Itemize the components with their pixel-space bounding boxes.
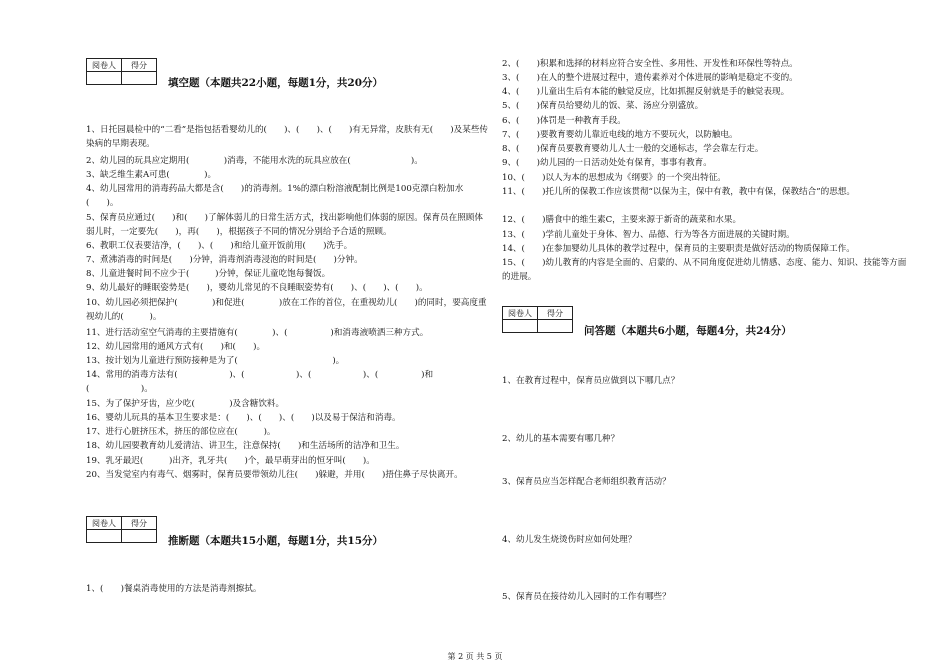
qa-item-1: 1、在教育过程中，保育员应做到以下哪几点？ [502, 376, 680, 386]
judge-item-2: 2、( )积累和选择的材料应符合安全性、多用性、开发性和环保性等特点。 [502, 59, 798, 69]
fill-item-4: 4、幼儿园常用的消毒药品大都是含( )的消毒剂。1%的漂白粉溶液配制比例是100克漂白粉加水( )。 [86, 184, 464, 208]
score-cell [122, 530, 157, 543]
fill-item-6: 6、教职工仪表要洁净，( )、( )和给儿童开饭前用( )洗手。 [86, 241, 353, 251]
judge-item-12: 12、( )膳食中的维生素C，主要来源于新奇的蔬菜和水果。 [502, 215, 742, 225]
fill-item-10: 10、幼儿园必须把保护( )和促进( )放在工作的首位，在重视幼儿( )的同时，要高度重视幼儿的( )。 [86, 298, 487, 322]
fill-section-title: 填空题（本题共22小题，每题1分，共20分） [168, 77, 384, 89]
grader-cell [87, 530, 122, 543]
fill-item-18: 18、幼儿园要教育幼儿爱清洁、讲卫生，注意保持( )和生活场所的洁净和卫生。 [86, 441, 405, 451]
qa-item-4: 4、幼儿发生烧烫伤时应如何处理？ [502, 535, 637, 545]
judge-section-title: 推断题（本题共15小题，每题1分，共15分） [168, 535, 384, 547]
fill-item-19: 19、乳牙最迟( )出齐，乳牙共( )个，最早萌芽出的恒牙叫( )。 [86, 456, 375, 466]
judge-item-1: 1、( )餐桌消毒使用的方法是消毒剂擦拭。 [86, 584, 262, 594]
judge-item-13: 13、( )学前儿童处于身体、智力、品德、行为等各方面进展的关键时期。 [502, 230, 795, 240]
judge-item-3: 3、( )在人的整个进展过程中，遗传素养对个体进展的影响是稳定不变的。 [502, 73, 798, 83]
qa-item-3: 3、保育员应当怎样配合老师组织教育活动？ [502, 477, 671, 487]
judge-item-8: 8、( )保育员要教育婴幼儿人士一般的交通标志，学会靠左行走。 [502, 144, 764, 154]
qa-item-2: 2、幼儿的基本需要有哪几种？ [502, 434, 620, 444]
fill-item-16: 16、婴幼儿玩具的基本卫生要求是：( )、( )、( )以及易于保洁和消毒。 [86, 413, 401, 423]
fill-item-20: 20、当发觉室内有毒气、烟雾时，保育员要带领幼儿往( )躲避，并用( )捂住鼻子尽快离开。 [86, 470, 463, 480]
grader-label: 阅卷人 [87, 517, 122, 530]
score-cell [122, 72, 157, 85]
page-footer: 第 2 页 共 5 页 [447, 652, 503, 661]
judge-item-6: 6、( )体罚是一种教育手段。 [502, 116, 626, 126]
fill-item-7: 7、煮沸消毒的时间是( )分钟，消毒剂消毒浸泡的时间是( )分钟。 [86, 255, 363, 265]
grader-box-judge [86, 516, 157, 543]
judge-item-9: 9、( )幼儿园的一日活动处处有保育，事事有教育。 [502, 158, 712, 168]
score-label: 得分 [122, 517, 157, 530]
judge-item-4: 4、( )儿童出生后有本能的触觉反应，比如抓握反射就是手的触觉表现。 [502, 87, 790, 97]
judge-item-14: 14、( )在参加婴幼儿具体的教学过程中，保育员的主要职责是做好活动的物质保障工作。 [502, 244, 855, 254]
fill-item-5: 5、保育员应通过( )和( )了解体弱儿的日常生活方式，找出影响他们体弱的原因。保育员在照顾体弱儿时，一定要先( )，再( )，根据孩子不同的情况分别给予合适的照顾。 [86, 213, 484, 237]
fill-item-15: 15、为了保护牙齿，应少吃( )及含糖饮料。 [86, 399, 285, 409]
grader-label: 阅卷人 [503, 307, 538, 320]
fill-item-14: 14、常用的消毒方法有( )、( )、( )、( )和( )。 [86, 370, 434, 394]
score-cell [538, 320, 573, 333]
grader-cell [87, 72, 122, 85]
qa-item-5: 5、保育员在接待幼儿入园时的工作有哪些？ [502, 592, 671, 602]
grader-box-qa [502, 306, 573, 333]
grader-box-fill [86, 58, 157, 85]
qa-section-title: 问答题（本题共6小题，每题4分，共24分） [584, 325, 792, 337]
grader-label: 阅卷人 [87, 59, 122, 72]
judge-item-5: 5、( )保育员给婴幼儿的饭、菜、汤应分别盛放。 [502, 101, 704, 111]
fill-item-2: 2、幼儿园的玩具应定期用( )消毒，不能用水洗的玩具应放在( )。 [86, 156, 423, 166]
fill-item-13: 13、按计划为儿童进行预防接种是为了( )。 [86, 356, 345, 366]
fill-item-17: 17、进行心脏挤压术，挤压的部位应在( )。 [86, 427, 276, 437]
fill-item-9: 9、幼儿最好的睡眠姿势是( )，婴幼儿常见的不良睡眠姿势有( )、( )、( )。 [86, 283, 428, 293]
score-label: 得分 [122, 59, 157, 72]
fill-item-11: 11、进行活动室空气消毒的主要措施有( )、( )和消毒液喷洒三种方式。 [86, 328, 429, 338]
fill-item-8: 8、儿童进餐时间不应少于( )分钟，保证儿童吃饱每餐饭。 [86, 269, 331, 279]
judge-item-11: 11、( )托儿所的保教工作应该贯彻“以保为主，保中有教，教中有保，保教结合”的思想。 [502, 187, 855, 197]
fill-item-1: 1、日托园晨检中的“二看”是指包括看婴幼儿的( )、( )、( )有无异常，皮肤有无( )及某些传染病的早期表现。 [86, 125, 489, 149]
judge-item-7: 7、( )要教育婴幼儿靠近电线的地方不要玩火，以防触电。 [502, 130, 738, 140]
fill-item-3: 3、缺乏维生素A可患( )。 [86, 170, 217, 180]
grader-cell [503, 320, 538, 333]
fill-item-12: 12、幼儿园常用的通风方式有( )和( )。 [86, 342, 266, 352]
judge-item-10: 10、( )以人为本的思想成为《纲要》的一个突出特征。 [502, 173, 726, 183]
judge-item-15: 15、( )幼儿教育的内容是全面的、启蒙的、从不同角度促进幼儿情感、态度、能力、知识、技能等方面的进展。 [502, 258, 907, 282]
score-label: 得分 [538, 307, 573, 320]
